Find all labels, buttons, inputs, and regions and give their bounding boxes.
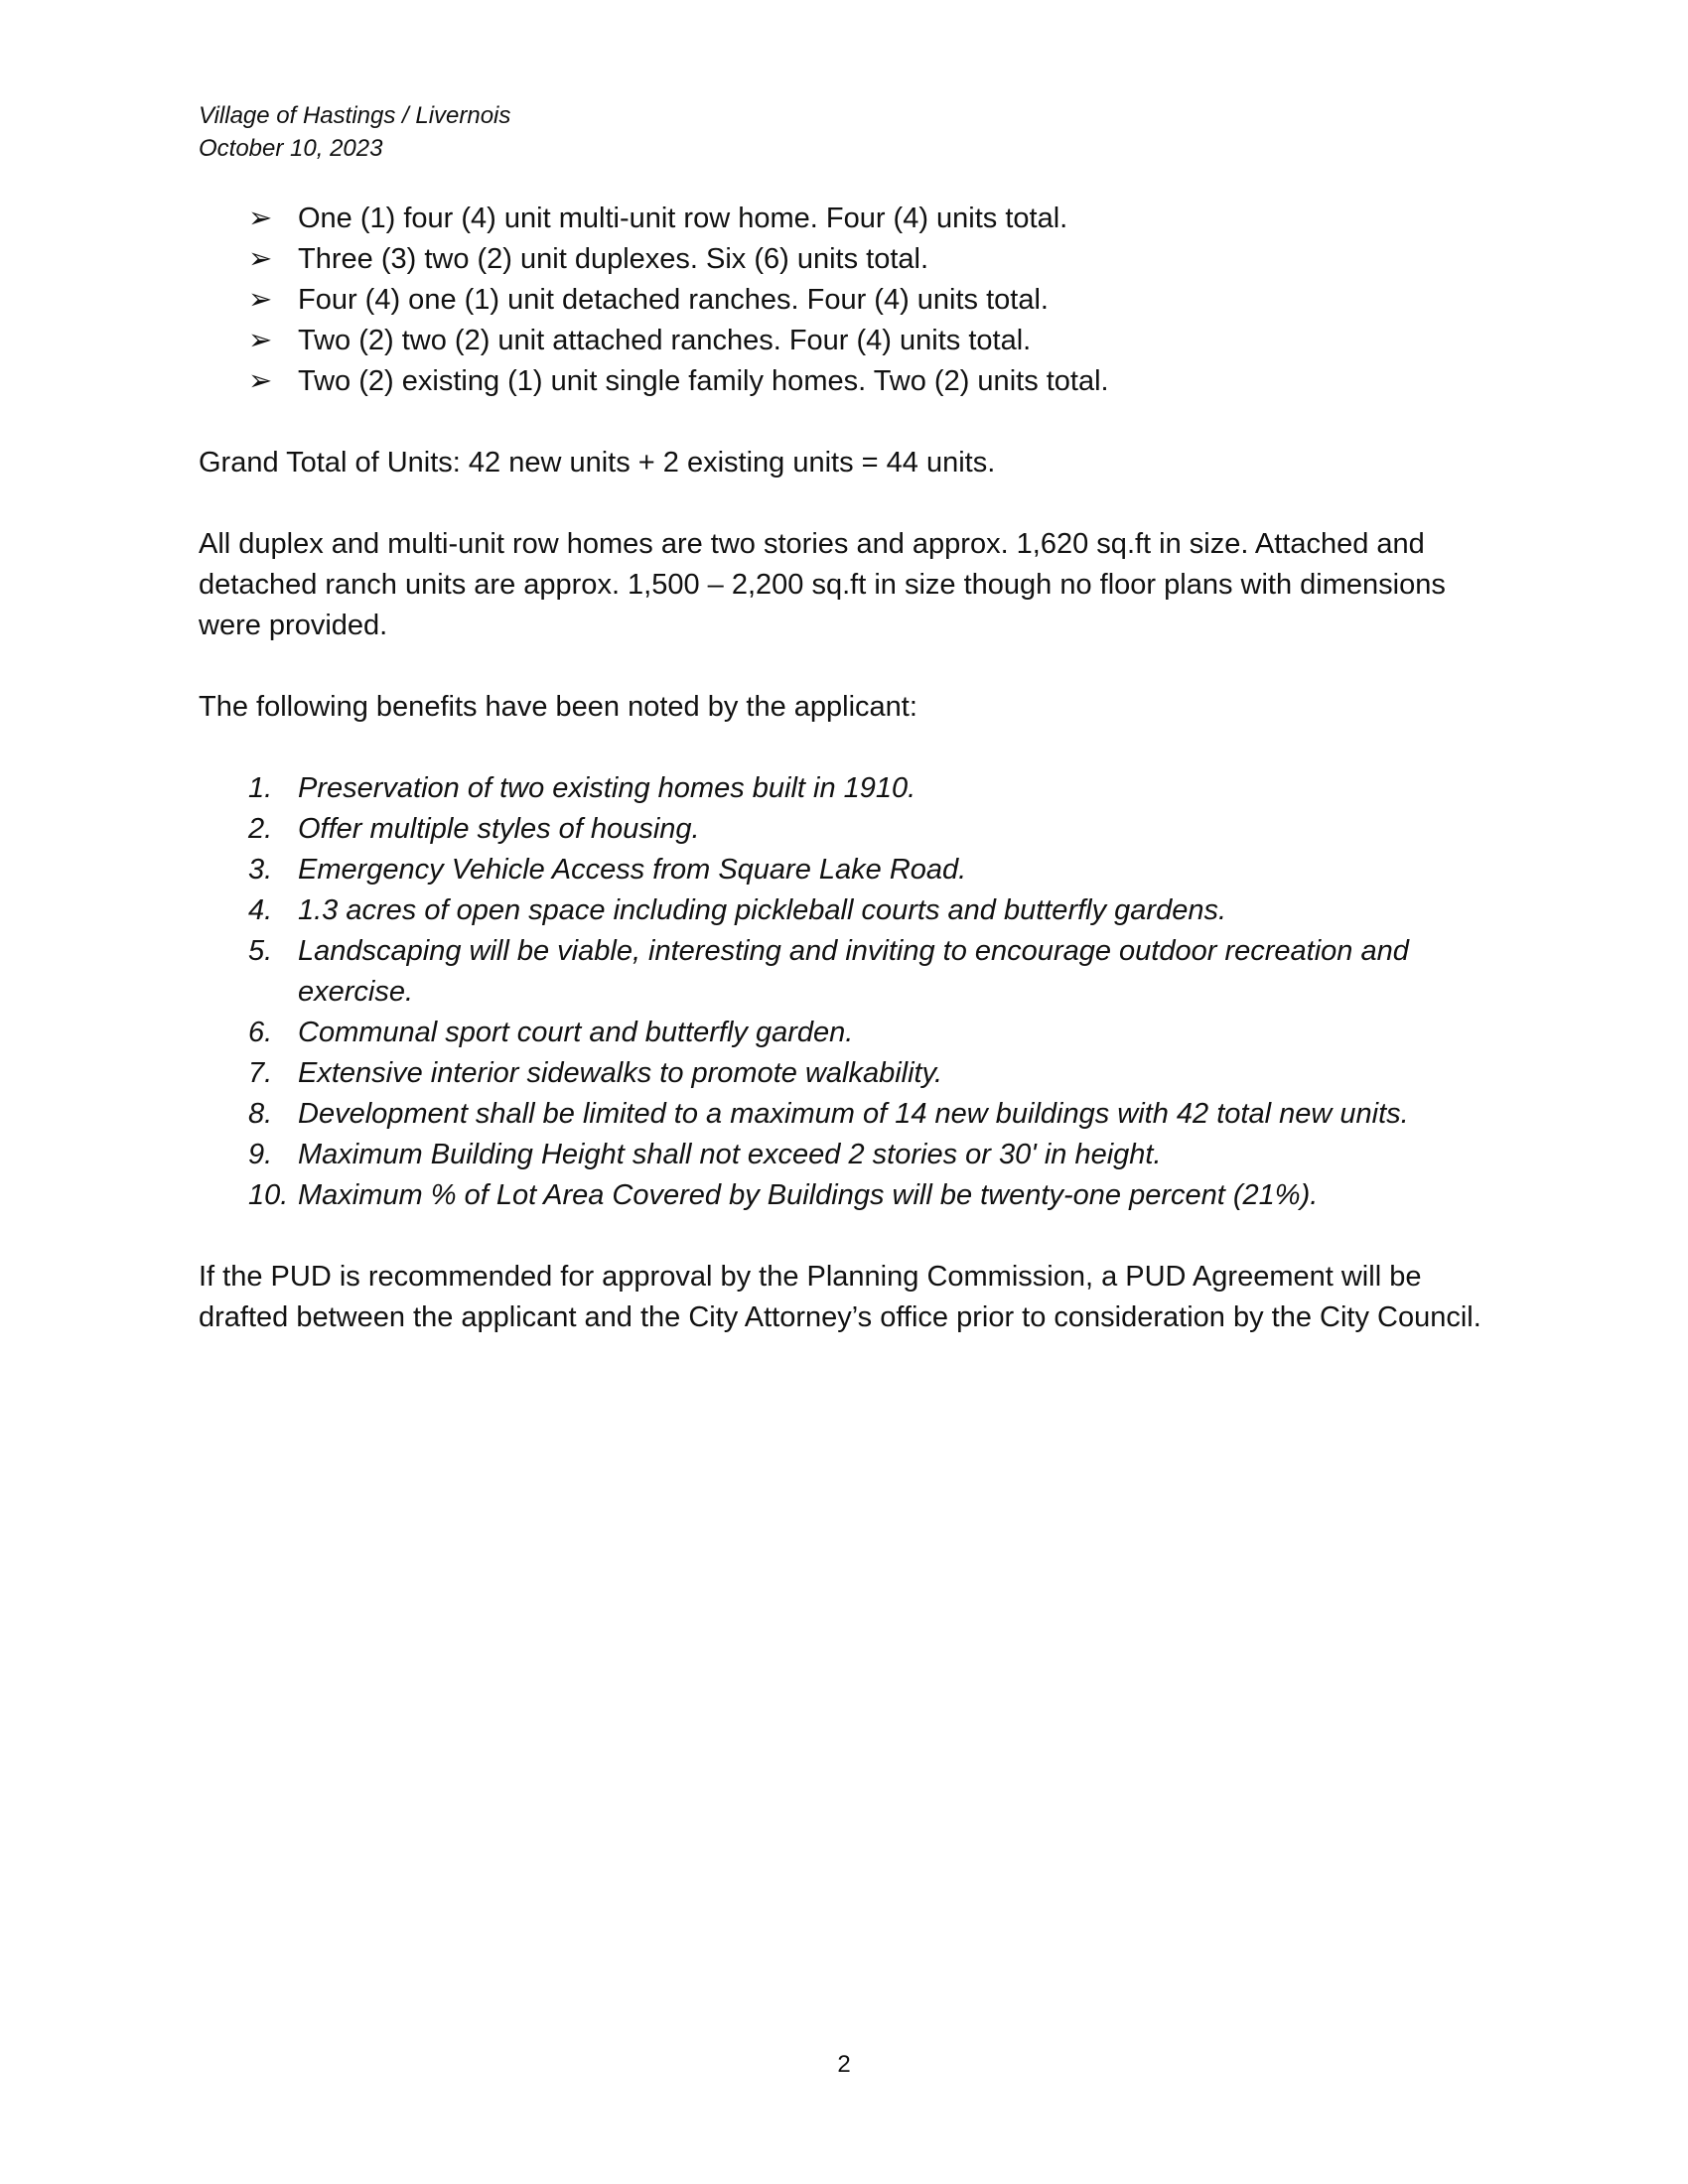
list-item-text: Two (2) two (2) unit attached ranches. Four (4) units total.: [298, 325, 1032, 356]
list-item-text: Four (4) one (1) unit detached ranches. Four (4) units total.: [298, 284, 1049, 316]
list-item: [199, 1135, 1489, 1175]
list-item: [199, 321, 1489, 361]
list-item-text: Communal sport court and butterfly garden.: [298, 1017, 854, 1048]
document-body: [199, 199, 1489, 1338]
arrow-bullet-icon: ➢: [248, 243, 273, 275]
list-item: [199, 199, 1489, 239]
list-item-number: 1.: [248, 772, 273, 804]
list-item: [199, 1094, 1489, 1135]
arrow-bullet-icon: ➢: [248, 284, 273, 316]
list-item-text: 1.3 acres of open space including pickleball courts and butterfly gardens.: [298, 894, 1227, 926]
header-project-name: Village of Hastings / Livernois: [199, 102, 511, 129]
list-item-number: 5.: [248, 935, 273, 967]
list-item: [199, 280, 1489, 321]
list-item-number: 7.: [248, 1057, 273, 1089]
list-item: [199, 890, 1489, 931]
grand-total-paragraph: Grand Total of Units: 42 new units + 2 existing units = 44 units.: [199, 447, 996, 478]
unit-size-paragraph: All duplex and multi-unit row homes are two stories and approx. 1,620 sq.ft in size. Attached and detached ranch units are approx. 1,500 – 2,200 sq.ft in size though no floor plans with dimensions were provided.: [199, 528, 1446, 641]
list-item: [199, 239, 1489, 280]
list-item-text: Maximum Building Height shall not exceed 2 stories or 30' in height.: [298, 1139, 1162, 1170]
list-item-number: 6.: [248, 1017, 273, 1048]
closing-paragraph: If the PUD is recommended for approval by the Planning Commission, a PUD Agreement will be drafted between the applicant and the City Attorney’s office prior to consideration by the City Council.: [199, 1261, 1481, 1333]
list-item-text: Offer multiple styles of housing.: [298, 813, 700, 845]
list-item: [199, 809, 1489, 850]
list-item: [199, 768, 1489, 809]
list-item: [199, 1175, 1489, 1216]
list-item-text: Development shall be limited to a maximum of 14 new buildings with 42 total new units.: [298, 1098, 1409, 1130]
list-item-text: Two (2) existing (1) unit single family homes. Two (2) units total.: [298, 365, 1109, 397]
page-number: 2: [837, 2051, 851, 2078]
list-item: [199, 1013, 1489, 1053]
unit-breakdown-list: [199, 199, 1489, 402]
header-date: October 10, 2023: [199, 135, 383, 162]
list-item-number: 9.: [248, 1139, 273, 1170]
list-item-number: 2.: [248, 813, 273, 845]
list-item-text: Extensive interior sidewalks to promote walkability.: [298, 1057, 943, 1089]
benefits-intro: The following benefits have been noted by the applicant:: [199, 691, 917, 723]
list-item-text: Emergency Vehicle Access from Square Lake Road.: [298, 854, 967, 886]
list-item: [199, 1053, 1489, 1094]
list-item: [199, 361, 1489, 402]
list-item: [199, 931, 1489, 1013]
list-item-text: Preservation of two existing homes built in 1910.: [298, 772, 916, 804]
benefits-list: [199, 768, 1489, 1216]
list-item-text: Three (3) two (2) unit duplexes. Six (6) units total.: [298, 243, 929, 275]
list-item-number: 10.: [248, 1179, 289, 1211]
page-header: [199, 99, 510, 165]
list-item-number: 8.: [248, 1098, 273, 1130]
arrow-bullet-icon: ➢: [248, 325, 273, 356]
list-item-text: Maximum % of Lot Area Covered by Buildings will be twenty-one percent (21%).: [298, 1179, 1319, 1211]
list-item-number: 4.: [248, 894, 273, 926]
list-item: [199, 850, 1489, 890]
list-item-text: Landscaping will be viable, interesting and inviting to encourage outdoor recreation and exercise.: [298, 935, 1409, 1008]
list-item-text: One (1) four (4) unit multi-unit row home. Four (4) units total.: [298, 203, 1068, 234]
list-item-number: 3.: [248, 854, 273, 886]
arrow-bullet-icon: ➢: [248, 365, 273, 397]
arrow-bullet-icon: ➢: [248, 203, 273, 234]
